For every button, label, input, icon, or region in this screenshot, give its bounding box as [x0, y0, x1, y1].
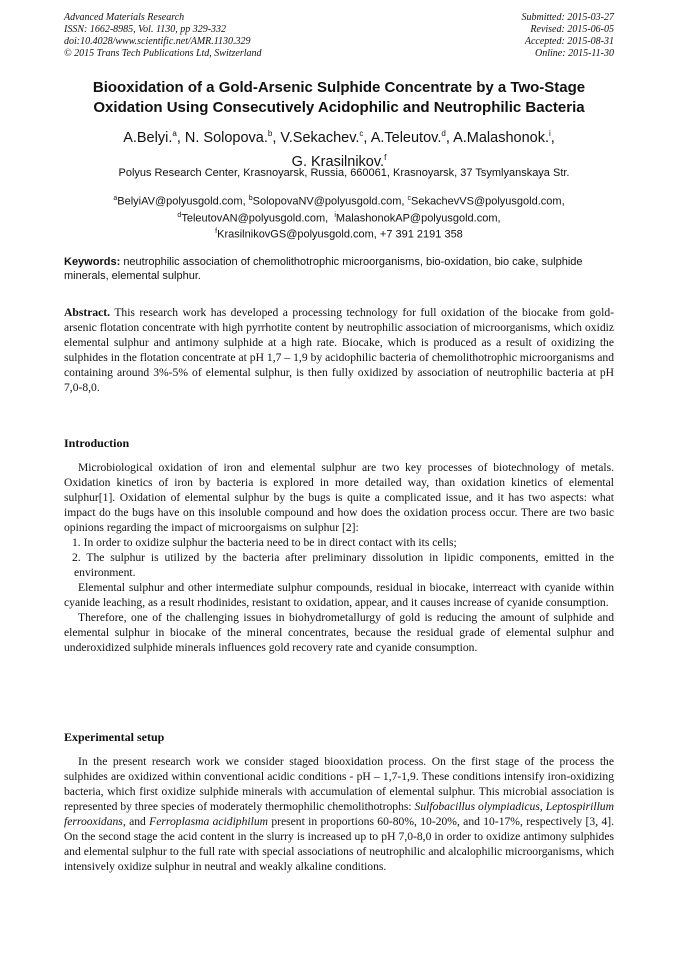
header-left: [64, 12, 364, 60]
section-heading-experimental: Experimental setup: [64, 730, 165, 744]
list-item: 1. In order to oxidize sulphur the bacteria need to be in direct contact with its cells;: [72, 536, 457, 549]
email-link[interactable]: SolopovaNV@polyusgold.com,: [252, 195, 405, 208]
title-line-2: Oxidation Using Consecutively Acidophilic and Neutrophilic Bacteria: [93, 99, 585, 116]
author-name: V.Sekachev.: [280, 129, 360, 146]
paragraph: Elemental sulphur and other intermediate sulphur compounds, residual in biocake, interreact with cyanide within cyanide leaching, as a result rhodinides, resistant to oxidation, appear, and it causes increase of cyanide consumption.: [64, 581, 614, 609]
species-name: Sulfobacillus olympiadicus,: [414, 800, 543, 813]
paragraph: Microbiological oxidation of iron and elemental sulphur are two key processes of biotechnology of metals. Oxidation kinetics of iron by bacteria is explored in more detailed way, than oxidation kinetics of elemental sulphur[1]. Oxidation of elemental sulphur by the bugs is quite a complicated issue, and it has two aspects: what impact do the bugs have on this insoluble compound and how does the oxidation process occur. There are two basic opinions regarding the impact of microorgaisms on sulphur [2]:: [64, 461, 614, 534]
paper-title: [50, 78, 628, 118]
author-list: A.Belyi.$^a$, N. Solopova.$^b$, V.Sekachev.$^c$, A.Teleutov.$^d$, A.Malashonok.$^i$, G. Krasilnikov.$^f$: [123, 129, 555, 170]
email-link[interactable]: KrasilnikovGS@polyusgold.com, +7 391 2191 358: [217, 228, 463, 241]
online-date: Online: 2015-11-30: [535, 48, 614, 59]
author-name: N. Solopova.: [184, 129, 268, 146]
paragraph: In the present research work we consider staged biooxidation process. On the first stage of the process the sulphides are oxidized within conventional acidic conditions - pH – 1,7-1,9. These conditions intensify iron-oxidizing bacteria, which first oxidize sulphide minerals with accumulation of elemental sulphur. This microbial association is represented by three species of moderately thermophilic chemolithotrophs: Sulfobacillus olympiadicus, Leptospirillum ferrooxidans, and Ferroplasma acidiphilum present in proportions 60-80%, 10-20%, and 10-17%, respectively [3, 4]. On the second stage the acid content in the slurry is increased up to pH 7,0-8,0 in order to oxidize antimony sulphides and elemental sulphur to the full rate with special associations of neutrophilic and alcalophilic microorganisms, which intensively oxidize sulphur in neutral and weakly alkaline conditions.: [64, 755, 614, 873]
author-sup: a: [172, 129, 177, 138]
revised-date: Revised: 2015-06-05: [530, 24, 614, 35]
email-list: $^a$BelyiAV@polyusgold.com, $^b$SolopovaNV@polyusgold.com, $^c$SekachevVS@polyusgold.com, $^d$TeleutovAN@polyusgold.com, $^i$MalashonokAP@polyusgold.com, $^f$KrasilnikovGS@polyusgold.com, +7 391 2191 358: [113, 195, 565, 241]
keywords-label: Keywords:: [64, 256, 121, 268]
submitted-date: Submitted: 2015-03-27: [521, 12, 614, 23]
species-name: Ferroplasma acidiphilum: [149, 815, 268, 828]
email-link[interactable]: SekachevVS@polyusgold.com,: [410, 195, 565, 208]
keywords-text: neutrophilic association of chemolithotrophic microorganisms, bio-oxidation, bio cake, sulphide minerals, elemental sulphur.: [64, 256, 583, 282]
email-link[interactable]: MalashonokAP@polyusgold.com,: [335, 212, 501, 225]
section-heading-introduction: Introduction: [64, 436, 130, 450]
journal-name: Advanced Materials Research: [64, 12, 185, 23]
issn: ISSN: 1662-8985, Vol. 1130, pp 329-332: [64, 24, 227, 35]
introduction-body: [64, 460, 614, 655]
abstract-text: This research work has developed a processing technology for full oxidation of the biocake from gold-arsenic flotation concentrate with high pyrrhotite content by neutrophilic association of microorganisms, which oxidiz elemental sulphur and antimony sulphide at a high rate. Biocake, which is produced as a result of oxidizing the sulphides in the flotation concentrate at pH 1,7 – 1,9 by acidophilic bacteria of chemolithotrophic microorganisms and containing around 3%-5% of elemental sulphur, is then fully oxidized by association of neutrophilic bacteria at pH 7,0-8,0.: [64, 306, 614, 394]
author-sup: b: [267, 129, 273, 138]
copyright: © 2015 Trans Tech Publications Ltd, Switzerland: [64, 48, 262, 59]
doi-link[interactable]: doi:10.4028/www.scientific.net/AMR.1130.329: [64, 36, 251, 47]
keywords: [64, 255, 614, 283]
author-sup: d: [441, 129, 446, 138]
author-name: A.Belyi.: [123, 129, 173, 146]
paragraph: Therefore, one of the challenging issues in biohydrometallurgy of gold is reducing the amount of sulphide and elemental sulphur in biocake of the mineral concentrates, because the residual grade of elemental sulphur and underoxidized sulphide minerals influences gold recovery rate and cyanide consumption.: [64, 611, 614, 654]
accepted-date: Accepted: 2015-08-31: [524, 36, 614, 47]
abstract: [64, 305, 614, 395]
email-link[interactable]: TeleutovAN@polyusgold.com,: [181, 212, 329, 225]
author-sup: i: [549, 129, 551, 138]
species-name: Leptospirillum ferrooxidans: [64, 800, 614, 828]
abstract-label: Abstract.: [64, 306, 111, 319]
author-name: G. Krasilnikov.: [291, 153, 385, 170]
title-line-1: Biooxidation of a Gold-Arsenic Sulphide Concentrate by a Two-Stage: [92, 79, 586, 96]
author-name: A.Malashonok.: [453, 129, 549, 146]
email-link[interactable]: BelyiAV@polyusgold.com,: [117, 195, 246, 208]
author-name: A.Teleutov.: [370, 129, 442, 146]
experimental-body: [64, 754, 614, 874]
author-sup: f: [384, 152, 387, 162]
author-sup: c: [359, 129, 364, 138]
affiliation: Polyus Research Center, Krasnoyarsk, Russia, 660061, Krasnoyarsk, 37 Tsymlyanskaya Str.: [118, 167, 570, 179]
header-right: [394, 12, 614, 60]
list-item: 2. The sulphur is utilized by the bacteria after preliminary dissolution in lipidic components, emitted in the environment.: [72, 551, 614, 579]
